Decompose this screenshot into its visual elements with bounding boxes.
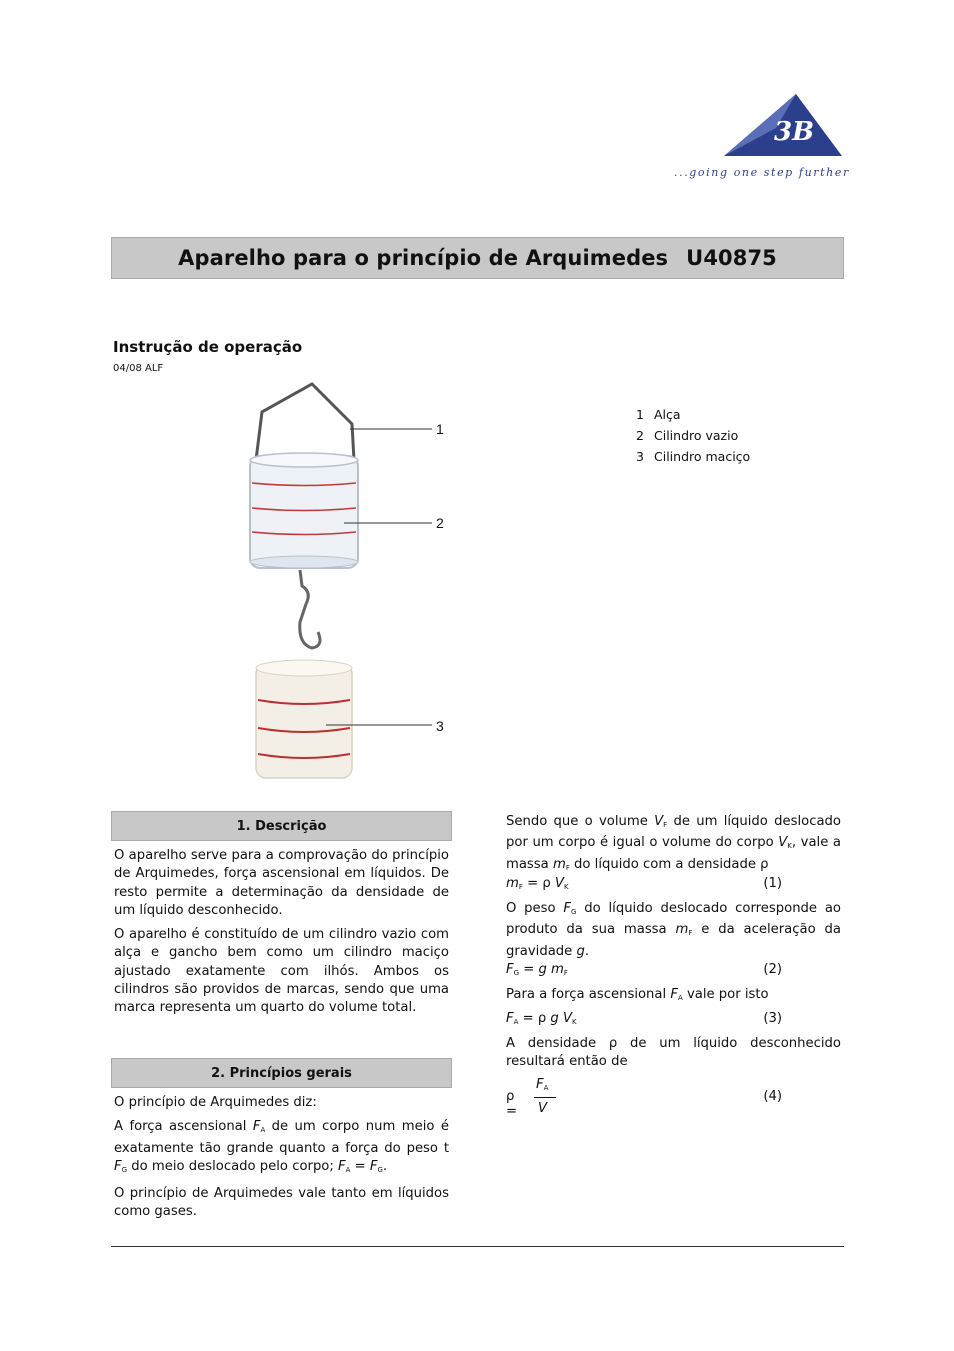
equation-3: $F_A = \rho$ g $V_K$ (3): [506, 1011, 782, 1026]
right-para-2: O peso $F_G$ do líquido deslocado corresponde ao produto da sua massa $m_F$ e da aceleração da gravidade g.: [506, 901, 841, 959]
callout-1: 1: [436, 421, 444, 437]
section-heading-principios: 2. Princípios gerais: [111, 1058, 452, 1088]
doc-code: 04/08 ALF: [113, 363, 164, 374]
paragraph: O princípio de Arquimedes vale tanto em líquidos como gases.: [114, 1186, 449, 1220]
parts-legend: [636, 404, 750, 467]
brand-logo: [672, 92, 848, 184]
doc-subtitle: Instrução de operação: [113, 338, 303, 356]
product-code: U40875: [686, 246, 777, 270]
paragraph: O princípio de Arquimedes diz:: [114, 1095, 317, 1110]
logo-brand-text: 3B: [774, 117, 815, 147]
right-para-1: Sendo que o volume $V_F$ de um líquido deslocado por um corpo é igual o volume do corpo $V_K$, vale a massa $m_F$ do líquido com a densidade ρ: [506, 814, 841, 872]
apparatus-figure: [240, 382, 460, 790]
footer-rule: [111, 1246, 844, 1247]
right-para-3: Para a força ascensional $F_A$ vale por isto: [506, 987, 769, 1002]
equation-2: $F_G = g$ $m_F$ (2): [506, 962, 782, 977]
legend-item: 3 Cilindro maciço: [636, 449, 751, 464]
section-body-principios: [114, 1094, 449, 1228]
paragraph: A força ascensional $F_A$ de um corpo num meio é exatamente tão grande quanto a força do peso t $F_G$ do meio deslocado pelo corpo; $F_A = F_G$.: [114, 1119, 449, 1174]
equation-1: $m_F = \rho$ $V_K$ (1): [506, 876, 782, 891]
paragraph: O aparelho é constituído de um cilindro vazio com alça e gancho bem como um cilindro maciço ajustado exatamente com ilhós. Ambos os cilindros são providos de marcas, sendo que uma marca representa um quarto do volume total.: [114, 927, 449, 1016]
callout-3: 3: [436, 718, 444, 734]
page-title-bar: [111, 237, 844, 279]
section-body-descricao: [114, 847, 449, 1024]
section-heading-descricao: 1. Descrição: [111, 811, 452, 841]
apparatus-illustration: [240, 382, 460, 790]
right-para-4: A densidade ρ de um líquido desconhecido resultará então de: [506, 1036, 841, 1070]
legend-item: 1 Alça: [636, 407, 681, 422]
callout-2: 2: [436, 515, 444, 531]
page-title: Aparelho para o princípio de Arquimedes: [178, 246, 669, 270]
legend-item: 2 Cilindro vazio: [636, 428, 739, 443]
paragraph: O aparelho serve para a comprovação do princípio de Arquimedes, força ascensional em líquidos. De resto permite a determinação da densidade de um líquido desconhecido.: [114, 848, 449, 918]
logo-triangle-icon: [672, 92, 848, 164]
logo-tagline: ...going one step further: [674, 166, 850, 179]
